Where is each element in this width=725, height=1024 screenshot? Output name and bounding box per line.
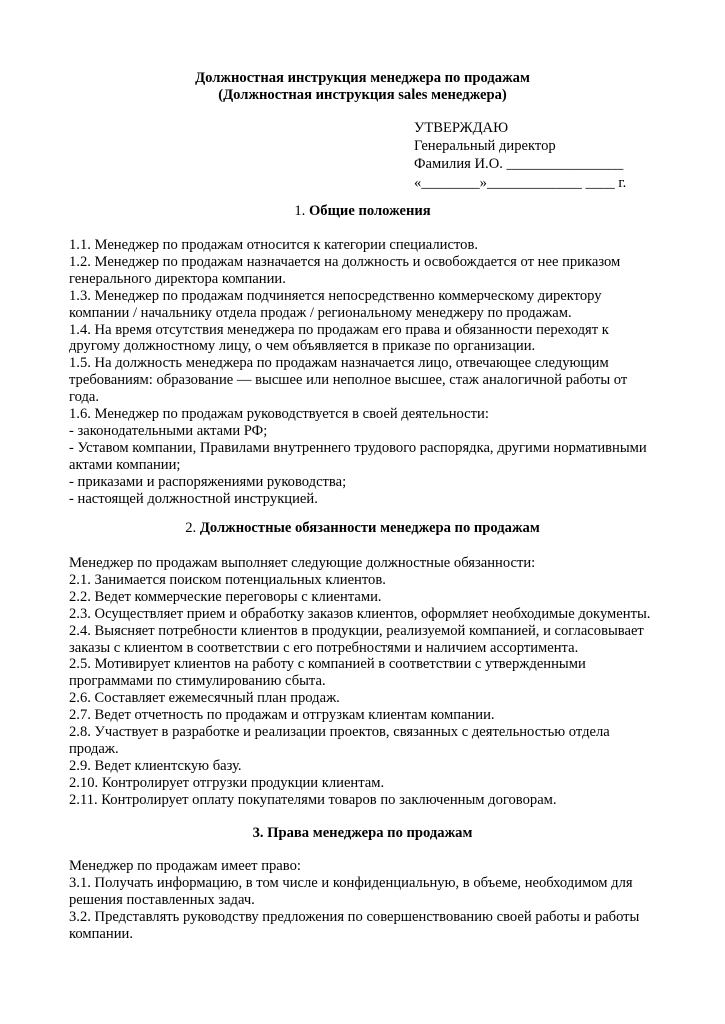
paragraph: 2.4. Выясняет потребности клиентов в продукции, реализуемой компанией, и согласовывает заказы с клиентом в соответствии с его потребностями и наличием ассортимента. [69,622,644,656]
paragraph: Менеджер по продажам выполняет следующие должностные обязанности: [69,555,536,571]
paragraph: 1.6. Менеджер по продажам руководствуется в своей деятельности: [69,406,489,423]
paragraph: 2.7. Ведет отчетность по продажам и отгрузкам клиентам компании. [69,707,495,724]
paragraph: 1.4. На время отсутствия менеджера по продажам его права и обязанности переходят к другому должностному лицу, о чем объявляется в приказе по организации. [69,321,609,355]
paragraph: 2.10. Контролирует отгрузки продукции клиентам. [69,774,385,791]
section-2-title: Должностные обязанности менеджера по продажам [199,520,540,536]
paragraph: 2.1. Занимается поиском потенциальных клиентов. [69,571,386,588]
section-2-body [69,555,659,809]
paragraph: 1.3. Менеджер по продажам подчиняется непосредственно коммерческому директору компании / начальнику отдела продаж / региональному менеджеру по продажам. [69,287,602,321]
paragraph: 2.3. Осуществляет прием и обработку заказов клиентов, оформляет необходимые документы. [69,605,651,622]
section-1-heading [0,203,725,220]
paragraph: 3.2. Представлять руководству предложения по совершенствованию своей работы и работы компании. [69,908,640,942]
approval-line: «________»_____________ ____ г. [414,174,627,191]
section-3-heading [0,825,725,842]
paragraph: 2.8. Участвует в разработке и реализации проектов, связанных с деятельностью отдела продаж. [69,724,610,757]
approval-line: Фамилия И.О. ________________ [414,156,624,173]
section-2-number: 2. [185,520,197,536]
approval-line: УТВЕРЖДАЮ [414,120,509,136]
document-subtitle: (Должностная инструкция sales менеджера) [218,87,507,103]
section-3-body [69,858,659,943]
approval-block [414,119,626,192]
paragraph: Менеджер по продажам имеет право: [69,858,301,874]
paragraph: 1.1. Менеджер по продажам относится к категории специалистов. [69,237,478,253]
approval-line: Генеральный директор [414,138,556,155]
section-1-number: 1. [294,203,306,219]
paragraph: 2.9. Ведет клиентскую базу. [69,757,242,774]
paragraph: 2.5. Мотивирует клиентов на работу с компанией в соответствии с утвержденными программами по стимулированию сбыта. [69,656,586,690]
paragraph: 2.11. Контролирует оплату покупателями товаров по заключенным договорам. [69,791,557,808]
list-item: - приказами и распоряжениями руководства; [69,473,347,490]
section-1-body [69,237,659,508]
paragraph: 1.5. На должность менеджера по продажам назначается лицо, отвечающее следующим требованиям: образование — высшее или неполное высшее, стаж аналогичной работы от года. [69,355,628,406]
paragraph: 2.6. Составляет ежемесячный план продаж. [69,690,340,707]
document-title: Должностная инструкция менеджера по продажам [195,70,530,86]
paragraph: 1.2. Менеджер по продажам назначается на должность и освобождается от нее приказом генерального директора компании. [69,253,621,287]
list-item: - законодательными актами РФ; [69,422,268,439]
section-3-title: 3. Права менеджера по продажам [252,825,473,841]
list-item: - Уставом компании, Правилами внутреннего трудового распорядка, другими нормативными актами компании; [69,439,647,473]
paragraph: 2.2. Ведет коммерческие переговоры с клиентами. [69,588,382,605]
list-item: - настоящей должностной инструкцией. [69,490,318,507]
section-1-title: Общие положения [308,203,431,219]
paragraph: 3.1. Получать информацию, в том числе и конфиденциальную, в объеме, необходимом для решения поставленных задач. [69,874,633,908]
section-2-heading [0,520,725,537]
